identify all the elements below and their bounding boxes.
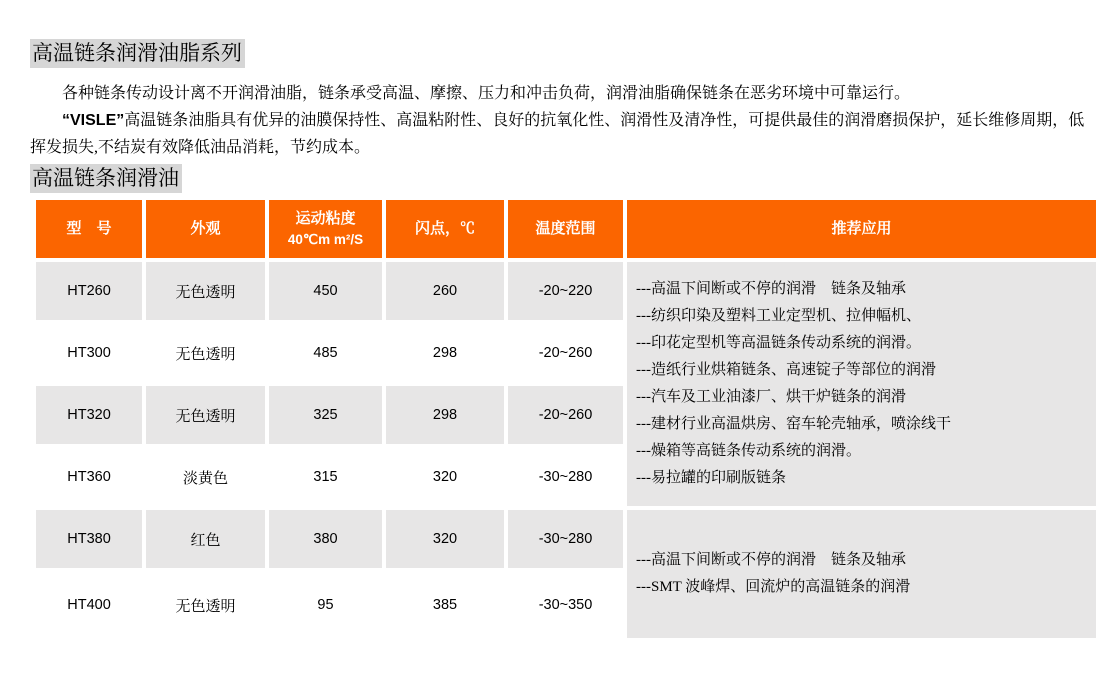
intro-paragraph-1: 各种链条传动设计离不开润滑油脂，链条承受高温、摩擦、压力和冲击负荷，润滑油脂确保链条在恶劣环境中可靠运行。 [62, 85, 911, 102]
cell-appearance: 无色透明 [146, 262, 265, 320]
cell-appearance: 无色透明 [175, 598, 236, 615]
cell-flash-point: 298 [386, 386, 504, 444]
cell-viscosity: 325 [269, 386, 382, 444]
col-header-appearance: 外观 [146, 200, 265, 258]
section-title-grease-series [30, 37, 245, 67]
cell-viscosity: 380 [269, 510, 382, 568]
cell-temp-range: -30~350 [538, 597, 593, 613]
cell-appearance: 红色 [146, 510, 265, 568]
cell-flash-point: 298 [432, 345, 458, 361]
cell-model: HT320 [36, 386, 142, 444]
col-header-viscosity-line1: 运动粘度 [295, 210, 356, 228]
cell-model: HT300 [67, 345, 111, 361]
intro-text-block [30, 80, 1094, 161]
section-title-chain-oil-text: 高温链条润滑油 [30, 164, 182, 193]
cell-flash-point: 385 [432, 597, 458, 613]
col-header-temp-range: 温度范围 [508, 200, 623, 258]
cell-model: HT360 [67, 469, 111, 485]
cell-viscosity: 315 [313, 469, 338, 485]
cell-temp-range: -20~220 [508, 262, 623, 320]
brand-name: “VISLE” [62, 112, 125, 129]
cell-temp-range: -20~260 [538, 345, 593, 361]
cell-flash-point: 320 [432, 469, 458, 485]
application-item: ---高温下间断或不停的润滑 链条及轴承 [636, 552, 906, 568]
cell-temp-range: -30~280 [538, 469, 593, 485]
intro-paragraph-2-text: 高温链条油脂具有优异的油膜保持性、高温粘附性、良好的抗氧化性、润滑性及清净性，可提供最佳的润滑磨损保护，延长维修周期，低挥发损失,不结炭有效降低油品消耗，节约成本。 [30, 112, 1085, 156]
product-table [36, 200, 1096, 638]
application-item: ---高温下间断或不停的润滑 链条及轴承 [636, 281, 906, 297]
applications-cell-group2 [627, 510, 1096, 638]
cell-model: HT400 [67, 597, 111, 613]
col-header-model: 型 号 [36, 200, 142, 258]
cell-appearance: 无色透明 [175, 346, 236, 363]
application-item: ---造纸行业烘箱链条、高速锭子等部位的润滑 [636, 362, 936, 378]
col-header-viscosity-line2: 40℃m m²/S [287, 232, 364, 248]
cell-viscosity: 485 [313, 345, 338, 361]
applications-cell-group1 [627, 262, 1096, 506]
cell-appearance: 淡黄色 [182, 470, 228, 487]
application-item: ---汽车及工业油漆厂、烘干炉链条的润滑 [636, 389, 906, 405]
application-item: ---燥箱等高链条传动系统的润滑。 [636, 443, 861, 459]
cell-model: HT260 [36, 262, 142, 320]
application-item: ---建材行业高温烘房、窑车轮壳轴承，喷涂线干 [636, 416, 951, 432]
application-item: ---易拉罐的印刷版链条 [636, 470, 786, 486]
section-title-grease-series-text: 高温链条润滑油脂系列 [30, 39, 245, 68]
col-header-viscosity [269, 200, 382, 258]
application-item: ---印花定型机等高温链条传动系统的润滑。 [636, 335, 921, 351]
intro-paragraph-2 [30, 107, 1094, 161]
cell-flash-point: 320 [386, 510, 504, 568]
cell-flash-point: 260 [386, 262, 504, 320]
cell-appearance: 无色透明 [146, 386, 265, 444]
col-header-applications: 推荐应用 [627, 200, 1096, 258]
cell-model: HT380 [36, 510, 142, 568]
cell-temp-range: -30~280 [508, 510, 623, 568]
application-item: ---纺织印染及塑料工业定型机、拉伸幅机、 [636, 308, 921, 324]
cell-viscosity: 450 [269, 262, 382, 320]
col-header-flash-point: 闪点，℃ [386, 200, 504, 258]
cell-temp-range: -20~260 [508, 386, 623, 444]
application-item: ---SMT 波峰焊、回流炉的高温链条的润滑 [636, 579, 911, 595]
cell-viscosity: 95 [317, 597, 334, 613]
section-title-chain-oil [30, 162, 182, 192]
